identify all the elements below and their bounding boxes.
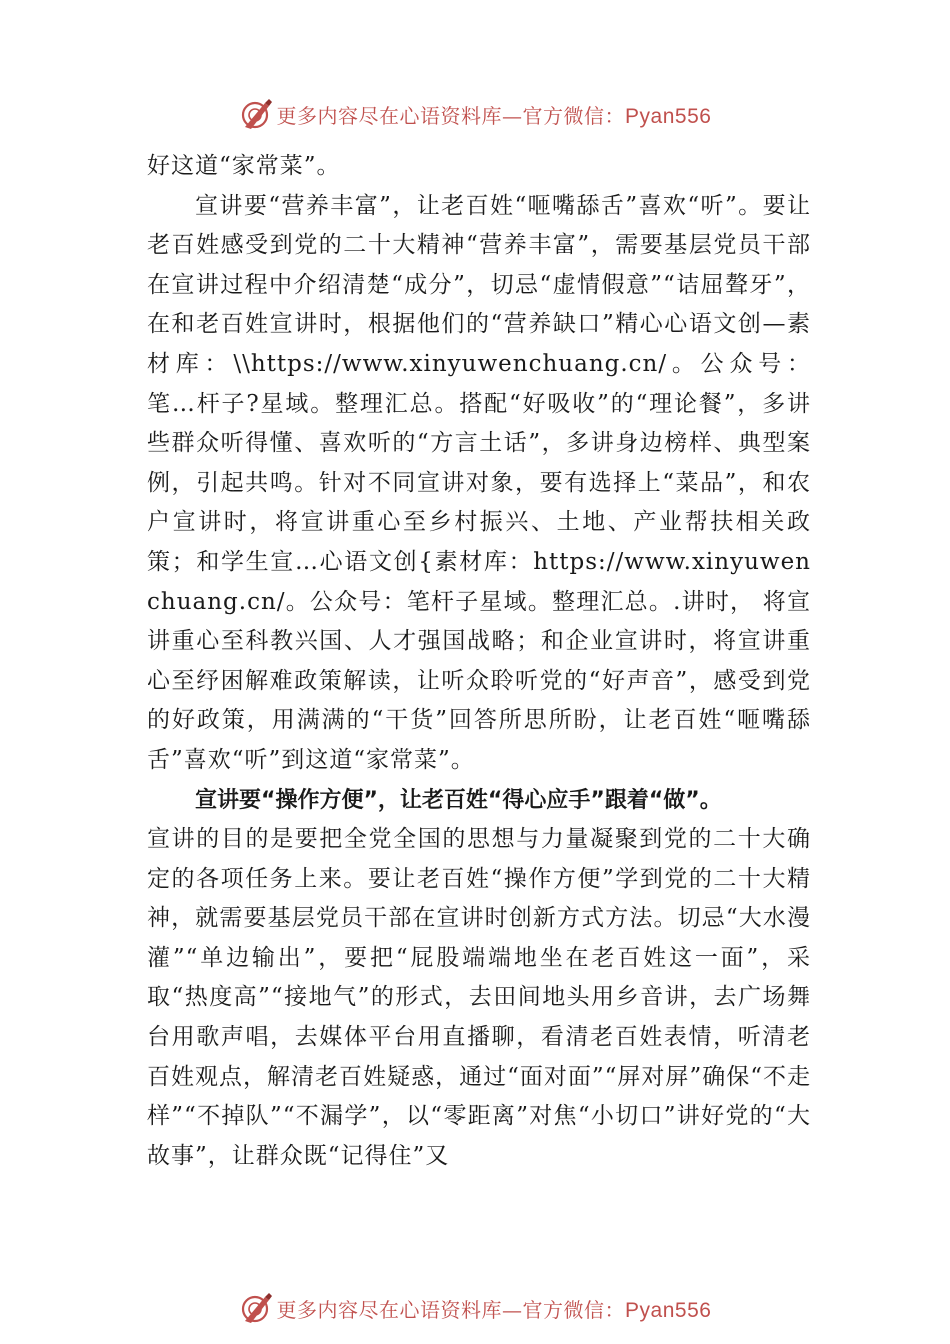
paragraph-continuation: 好这道“家常菜”。 xyxy=(147,153,341,179)
banner-text: 更多内容尽在心语资料库—官方微信：Pyan556 xyxy=(276,103,712,128)
pen-logo-icon xyxy=(239,1291,273,1325)
paragraph-nutrition: 宣讲要“营养丰富”，让老百姓“咂嘴舔舌”喜欢“听”。要让老百姓感受到党的二十大精神“营养丰富”，需要基层党员干部在宣讲过程中介绍清楚“成分”，切忌“虚情假意”“诘屈聱牙”，在和老百姓宣讲时，根据他们的“营养缺口”精心心语文创—素材库：\\https://www.xinyuwenchuang.cn/。公众号：笔…杆子?星域。整理汇总。搭配“好吸收”的“理论餐”，多讲些群众听得懂、喜欢听的“方言土话”，多讲身边榜样、典型案例，引起共鸣。针对不同宣讲对象，要有选择上“菜品”，和农户宣讲时，将宣讲重心至乡村振兴、土地、产业帮扶相关政策；和学生宣…心语文创{素材库：https://www.xinyuwenchuang.cn/。公众号：笔杆子星域。整理汇总。.讲时， 将宣讲重心至科教兴国、人才强国战略；和企业宣讲时，将宣讲重心至纾困解难政策解读，让听众聆听党的“好声音”，感受到党的好政策，用满满的“干货”回答所思所盼，让老百姓“咂嘴舔舌”喜欢“听”到这道“家常菜”。 xyxy=(147,192,811,773)
section-heading: 宣讲要“操作方便”，让老百姓“得心应手”跟着“做”。 xyxy=(195,787,722,813)
footer-banner xyxy=(0,1288,950,1328)
banner-text: 更多内容尽在心语资料库—官方微信：Pyan556 xyxy=(276,1297,712,1322)
paragraph-operation: 宣讲的目的是要把全党全国的思想与力量凝聚到党的二十大确定的各项任务上来。要让老百姓“操作方便”学到党的二十大精神，就需要基层党员干部在宣讲时创新方式方法。切忌“大水漫灌”“单边输出”，要把“屁股端端地坐在老百姓这一面”，采取“热度高”“接地气”的形式，去田间地头用乡音讲，去广场舞台用歌声唱，去媒体平台用直播聊，看清老百姓表情，听清老百姓观点，解清老百姓疑惑，通过“面对面”“屏对屏”确保“不走样”“不掉队”“不漏学”，以“零距离”对焦“小切口”讲好党的“大故事”，让群众既“记得住”又 xyxy=(147,826,811,1169)
wechat-handle: Pyan556 xyxy=(625,104,712,128)
header-banner xyxy=(0,94,950,134)
wechat-handle: Pyan556 xyxy=(625,1298,712,1322)
pen-logo-icon xyxy=(239,97,273,131)
document-body xyxy=(147,147,811,1176)
